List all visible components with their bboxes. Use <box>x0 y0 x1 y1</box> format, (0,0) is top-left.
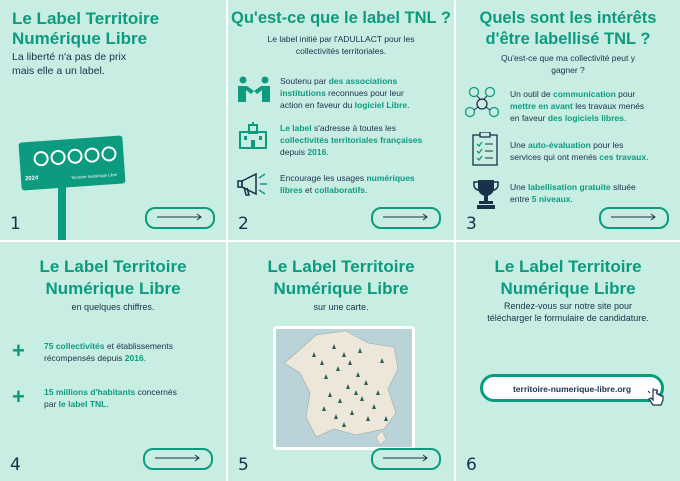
megaphone-icon <box>236 170 270 198</box>
panel-5-subtitle: sur une carte. <box>313 302 369 312</box>
panel-3-number: 3 <box>466 214 477 234</box>
panel-2-title: Qu'est-ce que le label TNL ? <box>230 9 451 27</box>
panel-4-title-line-1: Le Label Territoire <box>39 257 187 276</box>
arrow-right-icon <box>157 213 203 221</box>
panel-1-number: 1 <box>10 214 21 234</box>
panel-2-next-button[interactable] <box>371 207 441 229</box>
panel-4-title-line-2: Numérique Libre <box>45 279 181 298</box>
panel-1-title-line-1: Le Label Territoire <box>12 9 160 28</box>
panel-1 <box>0 0 226 240</box>
france-map <box>276 329 412 447</box>
panel-1-title-line-2: Numérique Libre <box>12 29 148 48</box>
panel-3-title-line-1: Quels sont les intérêts <box>479 9 657 27</box>
panel-4-stat-1: 75 collectivités et établissements récompensés depuis 2016. <box>44 341 173 363</box>
panel-2-item-1: Soutenu par des associations institutions reconnues pour leur action en faveur du logiciel Libre. <box>280 76 410 110</box>
panel-5-title-line-1: Le Label Territoire <box>267 257 415 276</box>
panel-6-subtitle-line-2: télécharger le formulaire de candidature. <box>487 313 649 323</box>
website-url[interactable]: territoire-numerique-libre.org <box>512 384 632 394</box>
panel-5-number: 5 <box>238 455 249 475</box>
town-hall-icon <box>238 122 268 150</box>
panel-3-item-2: Une auto-évaluation pour les services qui ont menés ces travaux. <box>510 140 649 162</box>
hand-cursor-icon <box>646 388 668 410</box>
panel-2-item-2: Le label s'adresse à toutes les collectivités territoriales françaises depuis 2016. <box>280 123 423 157</box>
panel-3-title-line-2: d'être labellisé TNL ? <box>485 30 651 48</box>
arrow-right-icon <box>383 213 429 221</box>
panel-4-number: 4 <box>10 455 21 475</box>
sign-caption: Territoire Numérique Libre <box>70 171 118 181</box>
panel-3-item-3: Une labellisation gratuite située entre 5 niveaux. <box>510 182 636 204</box>
checklist-icon <box>472 132 498 166</box>
panel-2-subtitle-line-1: Le label initié par l'ADULLACT pour les <box>267 34 415 44</box>
panel-2-number: 2 <box>238 214 249 234</box>
panel-2-item-3: Encourage les usages numériques libres et collaboratifs. <box>280 173 415 195</box>
panel-6-number: 6 <box>466 455 477 475</box>
panel-6-subtitle-line-1: Rendez-vous sur notre site pour <box>503 301 633 311</box>
sign-circles <box>33 146 117 172</box>
plus-icon: + <box>12 338 25 363</box>
panel-6-title-line-1: Le Label Territoire <box>494 257 642 276</box>
arrow-right-icon <box>155 454 201 462</box>
panel-5 <box>228 242 454 481</box>
panel-6 <box>456 242 680 481</box>
panel-4 <box>0 242 226 481</box>
sign-year: 2024 <box>24 175 39 183</box>
panel-1-next-button[interactable] <box>145 207 215 229</box>
panel-4-next-button[interactable] <box>143 448 213 470</box>
map-frame[interactable] <box>273 326 415 450</box>
panel-4-subtitle: en quelques chiffres. <box>71 302 155 312</box>
trophy-icon <box>472 178 500 210</box>
panel-3-subtitle-line-2: gagner ? <box>551 65 585 75</box>
panel-3 <box>456 0 680 240</box>
sign-post <box>58 186 66 240</box>
website-link[interactable] <box>480 374 664 402</box>
panel-4-stat-2: 15 millions d'habitants concernés par le label TNL. <box>44 387 177 409</box>
people-network-icon <box>464 86 500 120</box>
panel-5-next-button[interactable] <box>371 448 441 470</box>
panel-1-subtitle-line-2: mais elle a un label. <box>12 65 105 77</box>
panel-5-title-line-2: Numérique Libre <box>273 279 409 298</box>
arrow-right-icon <box>383 454 429 462</box>
label-sign <box>18 135 125 190</box>
plus-icon: + <box>12 384 25 409</box>
panel-3-next-button[interactable] <box>599 207 669 229</box>
panel-3-subtitle-line-1: Qu'est-ce que ma collectivité peut y <box>501 53 635 63</box>
panel-2 <box>228 0 454 240</box>
panel-1-subtitle-line-1: La liberté n'a pas de prix <box>12 51 127 63</box>
handshake-icon <box>236 76 272 102</box>
panel-3-item-1: Un outil de communication pour mettre en avant les travaux menés en faveur des logiciels libres. <box>510 89 645 123</box>
panel-6-title-line-2: Numérique Libre <box>500 279 636 298</box>
panel-2-subtitle-line-2: collectivités territoriales. <box>295 46 387 56</box>
arrow-right-icon <box>611 213 657 221</box>
